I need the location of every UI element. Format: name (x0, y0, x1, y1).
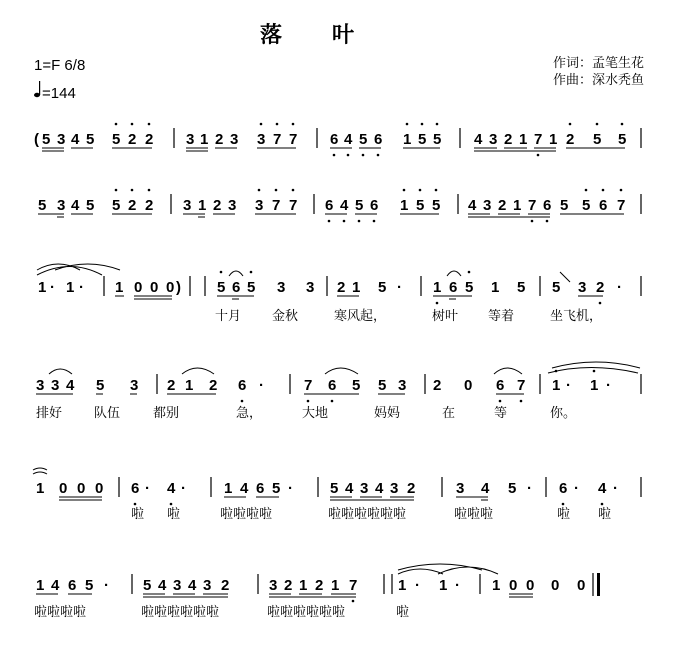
svg-text:7: 7 (273, 131, 282, 148)
svg-text:2: 2 (337, 279, 346, 296)
svg-text:5: 5 (418, 131, 427, 148)
svg-text:5: 5 (465, 279, 474, 296)
notation-line-6 (34, 564, 600, 620)
lyric-5-7: 啦 (598, 507, 612, 522)
svg-text:3: 3 (483, 197, 492, 214)
lyric-3-4: 树叶 (432, 309, 459, 324)
notation-line-2 (38, 189, 641, 223)
svg-text:5: 5 (355, 197, 364, 214)
svg-text:6: 6 (599, 197, 608, 214)
svg-text:5: 5 (552, 279, 561, 296)
svg-text:·: · (288, 480, 293, 497)
lyric-4-2: 队伍 (94, 406, 121, 421)
key-signature: 1=F 6/8 (34, 57, 86, 74)
svg-text:3: 3 (360, 480, 369, 497)
svg-text:7: 7 (528, 197, 537, 214)
svg-text:3: 3 (489, 131, 498, 148)
svg-text:1: 1 (519, 131, 528, 148)
svg-text:2: 2 (498, 197, 507, 214)
svg-text:2: 2 (145, 197, 154, 214)
svg-text:1: 1 (38, 279, 47, 296)
svg-text:2: 2 (221, 577, 230, 594)
svg-text:5: 5 (517, 279, 526, 296)
lyric-5-3: 啦啦啦啦 (220, 507, 273, 522)
svg-text:7: 7 (349, 577, 358, 594)
svg-text:1: 1 (198, 197, 207, 214)
svg-text:4: 4 (598, 480, 607, 497)
svg-text:6: 6 (131, 480, 140, 497)
lyricist-credit: 作词：孟笔生花 (552, 56, 644, 71)
svg-text:3: 3 (277, 279, 286, 296)
svg-text:7: 7 (289, 197, 298, 214)
svg-text:): ) (176, 279, 181, 296)
svg-text:1: 1 (433, 279, 442, 296)
svg-text:0: 0 (166, 279, 175, 296)
svg-text:4: 4 (167, 480, 176, 497)
notation-line-5 (33, 468, 641, 522)
svg-text:3: 3 (255, 197, 264, 214)
svg-text:3: 3 (228, 197, 237, 214)
svg-text:6: 6 (68, 577, 77, 594)
svg-text:4: 4 (240, 480, 249, 497)
lyric-3-3: 寒风起， (334, 309, 387, 324)
svg-text:0: 0 (464, 377, 473, 394)
composer-credit: 作曲：深水秃鱼 (552, 73, 644, 88)
svg-text:3: 3 (173, 577, 182, 594)
svg-text:0: 0 (95, 480, 104, 497)
svg-text:6: 6 (496, 377, 505, 394)
svg-text:·: · (181, 480, 186, 497)
svg-text:4: 4 (375, 480, 384, 497)
svg-text:5: 5 (432, 197, 441, 214)
svg-text:0: 0 (134, 279, 143, 296)
svg-text:5: 5 (508, 480, 517, 497)
svg-text:5: 5 (593, 131, 602, 148)
lyric-3-2: 金秋 (272, 309, 299, 324)
svg-text:6: 6 (370, 197, 379, 214)
svg-text:1: 1 (398, 577, 407, 594)
svg-text:3: 3 (578, 279, 587, 296)
svg-text:5: 5 (359, 131, 368, 148)
svg-text:1: 1 (36, 577, 45, 594)
svg-text:1: 1 (513, 197, 522, 214)
svg-text:·: · (455, 577, 460, 594)
svg-text:4: 4 (481, 480, 490, 497)
svg-text:0: 0 (59, 480, 68, 497)
lyric-3-5: 等着 (488, 309, 515, 324)
svg-text:4: 4 (345, 480, 354, 497)
lyric-5-1: 啦 (131, 507, 145, 522)
title-char-1: 落 (260, 23, 285, 48)
svg-text:6: 6 (374, 131, 383, 148)
svg-text:2: 2 (433, 377, 442, 394)
lyric-4-5: 大地 (302, 406, 329, 421)
svg-text:5: 5 (217, 279, 226, 296)
svg-text:4: 4 (51, 577, 60, 594)
svg-text:5: 5 (112, 131, 121, 148)
svg-text:·: · (617, 279, 622, 296)
svg-text:5: 5 (247, 279, 256, 296)
svg-text:2: 2 (128, 131, 137, 148)
svg-text:7: 7 (534, 131, 543, 148)
svg-text:7: 7 (517, 377, 526, 394)
lyric-4-7: 在 (442, 406, 456, 421)
svg-text:1: 1 (36, 480, 45, 497)
svg-text:2: 2 (128, 197, 137, 214)
svg-text:1: 1 (115, 279, 124, 296)
svg-text:1: 1 (331, 577, 340, 594)
lyric-3-6: 坐飞机， (550, 309, 603, 324)
svg-text:1: 1 (185, 377, 194, 394)
svg-text:1: 1 (299, 577, 308, 594)
notation-line-3 (37, 264, 641, 324)
svg-text:3: 3 (183, 197, 192, 214)
svg-text:6: 6 (330, 131, 339, 148)
svg-text:1: 1 (439, 577, 448, 594)
lyric-4-1: 排好 (36, 406, 63, 421)
svg-text:2: 2 (566, 131, 575, 148)
svg-text:5: 5 (112, 197, 121, 214)
notation-line-1 (34, 123, 641, 157)
svg-text:6: 6 (543, 197, 552, 214)
lyric-6-2: 啦啦啦啦啦啦 (141, 605, 220, 620)
svg-text:2: 2 (407, 480, 416, 497)
lyric-5-6: 啦 (557, 507, 571, 522)
svg-text:·: · (79, 279, 84, 296)
tempo-value: =144 (42, 85, 76, 102)
lyric-3-1: 十月 (215, 309, 242, 324)
svg-text:2: 2 (167, 377, 176, 394)
svg-text:5: 5 (433, 131, 442, 148)
svg-text:1: 1 (400, 197, 409, 214)
svg-text:3: 3 (57, 131, 66, 148)
svg-text:·: · (415, 577, 420, 594)
svg-text:4: 4 (474, 131, 483, 148)
svg-text:2: 2 (209, 377, 218, 394)
svg-text:5: 5 (42, 131, 51, 148)
lyric-4-3: 都别 (153, 406, 180, 421)
svg-text:3: 3 (186, 131, 195, 148)
svg-text:1: 1 (403, 131, 412, 148)
svg-text:6: 6 (328, 377, 337, 394)
svg-text:0: 0 (526, 577, 535, 594)
svg-text:5: 5 (378, 377, 387, 394)
svg-text:7: 7 (272, 197, 281, 214)
notation-line-4 (36, 362, 641, 421)
svg-text:6: 6 (238, 377, 247, 394)
svg-text:7: 7 (289, 131, 298, 148)
svg-text:3: 3 (257, 131, 266, 148)
svg-text:3: 3 (456, 480, 465, 497)
svg-text:6: 6 (256, 480, 265, 497)
svg-text:1: 1 (590, 377, 599, 394)
svg-text:6: 6 (559, 480, 568, 497)
lyric-6-4: 啦 (396, 605, 410, 620)
svg-text:5: 5 (352, 377, 361, 394)
lyric-6-1: 啦啦啦啦 (34, 605, 87, 620)
svg-text:4: 4 (188, 577, 197, 594)
lyric-6-3: 啦啦啦啦啦啦 (267, 605, 346, 620)
svg-text:5: 5 (378, 279, 387, 296)
svg-text:3: 3 (230, 131, 239, 148)
svg-text:0: 0 (77, 480, 86, 497)
svg-text:5: 5 (416, 197, 425, 214)
svg-text:5: 5 (85, 577, 94, 594)
lyric-4-4: 急， (236, 406, 263, 421)
svg-text:0: 0 (577, 577, 586, 594)
svg-text:3: 3 (390, 480, 399, 497)
svg-text:2: 2 (504, 131, 513, 148)
svg-text:6: 6 (325, 197, 334, 214)
svg-text:5: 5 (330, 480, 339, 497)
svg-text:1: 1 (352, 279, 361, 296)
svg-text:·: · (104, 577, 109, 594)
svg-text:5: 5 (86, 131, 95, 148)
svg-text:·: · (397, 279, 402, 296)
svg-text:5: 5 (618, 131, 627, 148)
svg-text:·: · (527, 480, 532, 497)
svg-text:3: 3 (398, 377, 407, 394)
svg-text:7: 7 (617, 197, 626, 214)
svg-text:4: 4 (340, 197, 349, 214)
svg-text:4: 4 (66, 377, 75, 394)
svg-text:5: 5 (143, 577, 152, 594)
svg-text:(: ( (34, 131, 39, 148)
title-char-2: 叶 (332, 23, 357, 48)
svg-text:·: · (566, 377, 571, 394)
svg-text:1: 1 (491, 279, 500, 296)
svg-text:1: 1 (552, 377, 561, 394)
lyric-4-8: 等 (494, 406, 508, 421)
svg-text:6: 6 (232, 279, 241, 296)
svg-text:2: 2 (213, 197, 222, 214)
lyric-4-9: 你。 (550, 406, 577, 421)
lyric-5-4: 啦啦啦啦啦啦 (328, 507, 407, 522)
svg-text:2: 2 (315, 577, 324, 594)
lyric-5-5: 啦啦啦 (454, 507, 494, 522)
lyric-5-2: 啦 (167, 507, 181, 522)
svg-text:1: 1 (492, 577, 501, 594)
svg-text:7: 7 (304, 377, 313, 394)
svg-text:5: 5 (582, 197, 591, 214)
svg-text:·: · (259, 377, 264, 394)
svg-text:2: 2 (215, 131, 224, 148)
svg-text:1: 1 (224, 480, 233, 497)
svg-text:5: 5 (38, 197, 47, 214)
svg-text:3: 3 (57, 197, 66, 214)
svg-text:·: · (145, 480, 150, 497)
svg-text:6: 6 (449, 279, 458, 296)
svg-text:5: 5 (96, 377, 105, 394)
svg-text:4: 4 (344, 131, 353, 148)
svg-text:5: 5 (86, 197, 95, 214)
svg-text:1: 1 (200, 131, 209, 148)
svg-text:0: 0 (509, 577, 518, 594)
svg-text:3: 3 (306, 279, 315, 296)
lyric-4-6: 妈妈 (374, 406, 401, 421)
svg-text:·: · (50, 279, 55, 296)
svg-text:4: 4 (71, 131, 80, 148)
svg-text:2: 2 (284, 577, 293, 594)
svg-text:1: 1 (549, 131, 558, 148)
svg-text:2: 2 (145, 131, 154, 148)
svg-text:·: · (606, 377, 611, 394)
svg-text:4: 4 (71, 197, 80, 214)
svg-text:1: 1 (66, 279, 75, 296)
svg-text:3: 3 (203, 577, 212, 594)
svg-text:3: 3 (130, 377, 139, 394)
svg-text:5: 5 (272, 480, 281, 497)
svg-text:0: 0 (551, 577, 560, 594)
svg-text:4: 4 (468, 197, 477, 214)
svg-text:3: 3 (36, 377, 45, 394)
svg-text:2: 2 (596, 279, 605, 296)
svg-text:3: 3 (51, 377, 60, 394)
svg-text:5: 5 (560, 197, 569, 214)
svg-text:0: 0 (150, 279, 159, 296)
svg-text:·: · (574, 480, 579, 497)
svg-text:4: 4 (158, 577, 167, 594)
svg-text:3: 3 (269, 577, 278, 594)
svg-text:·: · (613, 480, 618, 497)
